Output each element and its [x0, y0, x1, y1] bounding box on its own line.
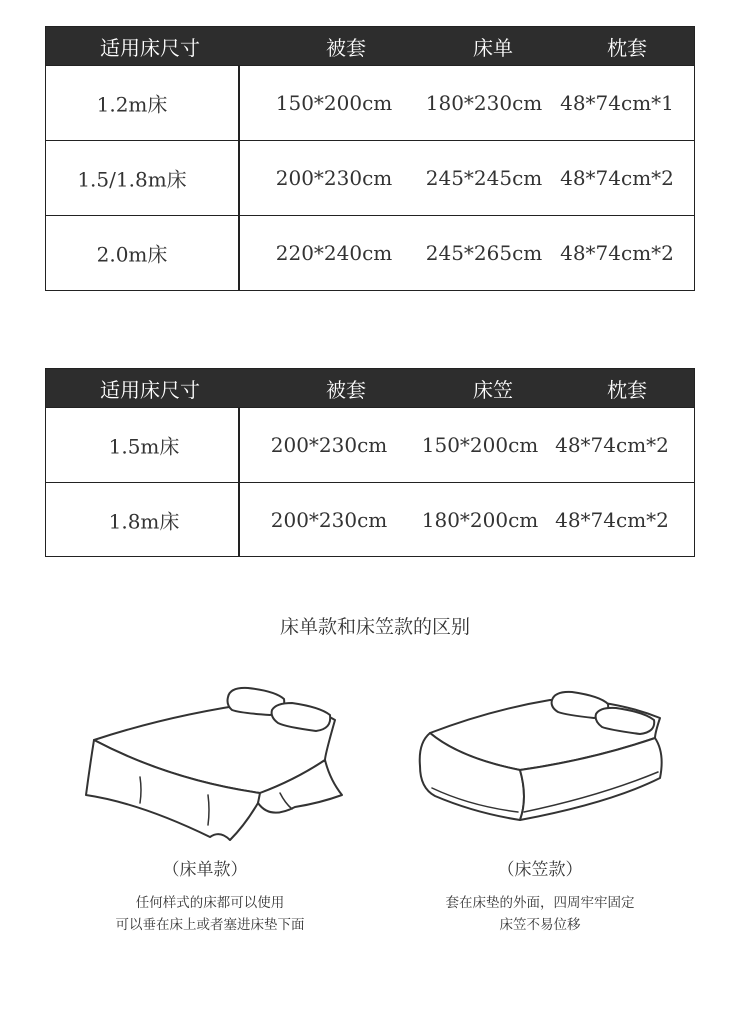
sheet-size: 180*230cm	[425, 91, 543, 115]
pillowcase-size: 48*74cm*2	[555, 433, 669, 457]
duvet-size: 200*230cm	[275, 166, 393, 190]
duvet-size: 200*230cm	[270, 508, 388, 532]
header-pillowcase: 枕套	[607, 377, 647, 402]
fitted-sheet-desc-line2: 床笠不易位移	[499, 917, 581, 933]
bed-size: 1.5m床	[108, 434, 180, 459]
pillowcase-size: 48*74cm*2	[560, 166, 674, 190]
header-duvet: 被套	[326, 377, 366, 402]
bed-size: 1.5/1.8m床	[77, 167, 187, 192]
flat-sheet-desc-line1: 任何样式的床都可以使用	[135, 895, 285, 911]
pillowcase-size: 48*74cm*1	[560, 91, 674, 115]
header-bed-size: 适用床尺寸	[100, 35, 200, 60]
sheet-size: 245*265cm	[425, 241, 543, 265]
bed-size: 1.8m床	[108, 509, 180, 534]
fitted-sheet-desc-line1: 套在床垫的外面，四周牢牢固定	[445, 895, 635, 911]
table-row	[46, 215, 694, 290]
header-sheet: 床单	[473, 35, 513, 60]
duvet-size: 200*230cm	[270, 433, 388, 457]
table-row	[46, 65, 694, 140]
fitted-sheet-size: 150*200cm	[421, 433, 539, 457]
bed-size: 1.2m床	[96, 92, 168, 117]
duvet-size: 150*200cm	[275, 91, 393, 115]
table-header	[46, 27, 694, 65]
table-header	[46, 369, 694, 407]
header-bed-size: 适用床尺寸	[100, 377, 200, 402]
fitted-sheet-label: （床笠款）	[497, 860, 583, 880]
flat-sheet-desc-line2: 可以垂在床上或者塞进床垫下面	[115, 917, 305, 933]
flat-sheet-label: （床单款）	[162, 860, 248, 880]
table-row	[46, 407, 694, 482]
size-table-sheet	[45, 26, 695, 291]
header-pillowcase: 枕套	[607, 35, 647, 60]
comparison-title: 床单款和床笠款的区别	[279, 616, 470, 638]
header-duvet: 被套	[326, 35, 366, 60]
header-fitted-sheet: 床笠	[473, 377, 513, 402]
pillowcase-size: 48*74cm*2	[560, 241, 674, 265]
sheet-size: 245*245cm	[425, 166, 543, 190]
table-row	[46, 140, 694, 215]
fitted-sheet-size: 180*200cm	[421, 508, 539, 532]
size-table-fitted	[45, 368, 695, 557]
table-row	[46, 482, 694, 557]
pillowcase-size: 48*74cm*2	[555, 508, 669, 532]
fitted-sheet-bed-illustration	[410, 688, 670, 838]
bed-size: 2.0m床	[96, 242, 168, 267]
flat-sheet-bed-illustration	[80, 685, 350, 845]
duvet-size: 220*240cm	[275, 241, 393, 265]
